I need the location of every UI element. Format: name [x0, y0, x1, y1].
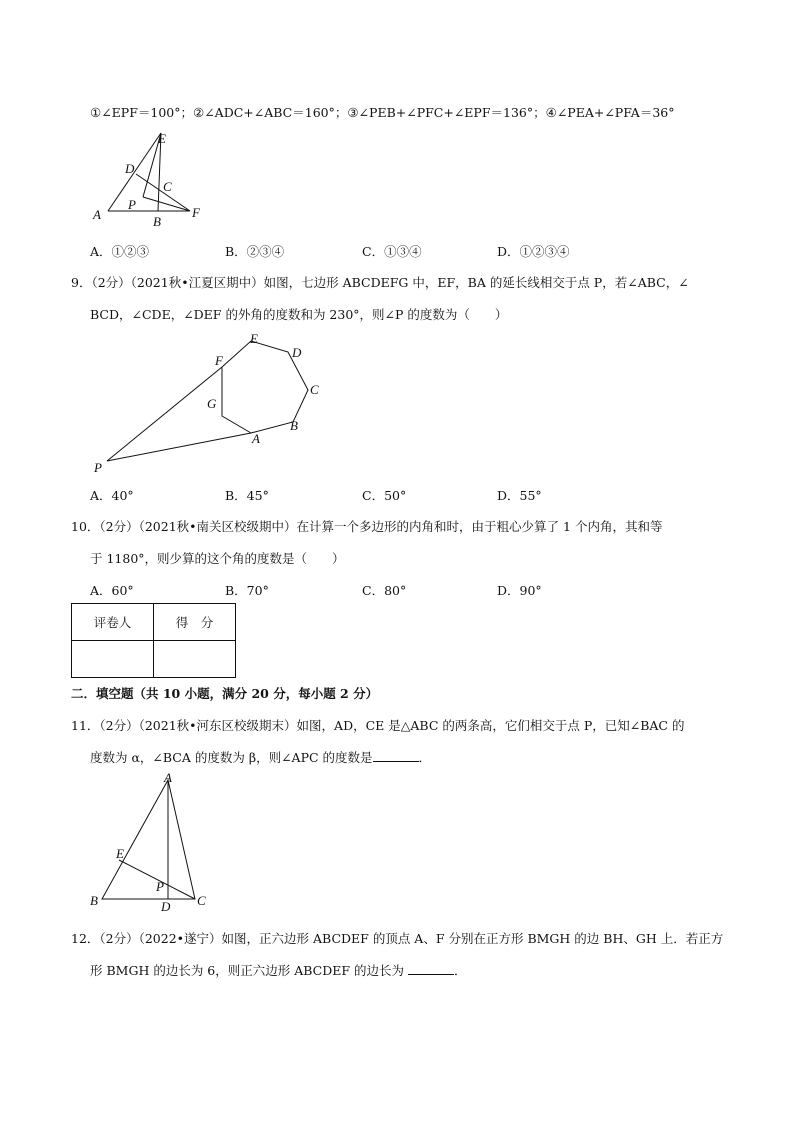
q11-label-p: P: [156, 879, 164, 894]
q9-label-f: F: [215, 353, 223, 368]
q9-label-p: P: [94, 460, 102, 475]
q11-label-c: C: [197, 893, 206, 908]
q9-label-e: E: [250, 331, 258, 346]
q8-option-c[interactable]: C．①③④: [362, 244, 422, 259]
q9-figure: [90, 330, 330, 480]
q11-label-a: A: [164, 770, 172, 785]
q8-option-a[interactable]: A．①②③: [90, 244, 150, 259]
q8-label-p: P: [128, 197, 136, 212]
score-table-grader-cell[interactable]: [72, 641, 154, 678]
q12-text-line2-body: 形 BMGH 的边长为 6，则正六边形 ABCDEF 的边长为: [90, 963, 405, 978]
score-table-grader-header: 评卷人: [72, 604, 154, 641]
q11-text-line2-body: 度数为 α，∠BCA 的度数为 β，则∠APC 的度数是: [90, 750, 373, 765]
q9-label-a: A: [252, 431, 260, 446]
q8-option-d[interactable]: D．①②③④: [497, 244, 570, 259]
q9-label-g: G: [207, 396, 217, 411]
score-table-score-header: 得 分: [154, 604, 236, 641]
q8-option-b[interactable]: B．②③④: [225, 244, 285, 259]
q11-label-b: B: [90, 893, 98, 908]
q9-text-line1: 9．（2分）（2021秋•江夏区期中）如图，七边形 ABCDEFG 中，EF，BA 的延长线相交于点 P，若∠ABC，∠: [71, 275, 689, 290]
q8-label-d: D: [125, 161, 135, 176]
q12-text-line2: [90, 961, 467, 979]
q8-label-a: A: [93, 207, 101, 222]
q8-label-b: B: [153, 214, 161, 229]
score-table: [71, 603, 236, 678]
q11-figure: [88, 772, 218, 912]
q10-option-a[interactable]: A．60°: [90, 583, 134, 598]
q8-label-f: F: [192, 205, 200, 220]
q11-text-line2: [90, 748, 431, 766]
q9-label-c: C: [310, 382, 319, 397]
q12-answer-blank[interactable]: [408, 962, 454, 975]
q9-text-line2: BCD，∠CDE，∠DEF 的外角的度数和为 230°，则∠P 的度数为（ ）: [90, 307, 508, 322]
q10-option-b[interactable]: B．70°: [225, 583, 269, 598]
q9-label-b: B: [290, 418, 298, 433]
q11-text-line2-end: ．: [418, 750, 432, 765]
q8-figure: [88, 128, 218, 228]
q8-label-c: C: [163, 179, 172, 194]
q9-option-b[interactable]: B．45°: [225, 488, 269, 503]
q12-text-line2-end: ．: [454, 963, 467, 978]
q9-option-d[interactable]: D．55°: [497, 488, 542, 503]
section-2-heading: 二．填空题（共 10 小题，满分 20 分，每小题 2 分）: [71, 686, 379, 701]
q8-statements: ①∠EPF＝100°；②∠ADC+∠ABC＝160°；③∠PEB+∠PFC+∠EPF＝136°；④∠PEA+∠PFA＝36°: [90, 105, 675, 120]
score-table-score-cell[interactable]: [154, 641, 236, 678]
q9-option-c[interactable]: C．50°: [362, 488, 407, 503]
q12-text-line1: 12．（2分）（2022•遂宁）如图，正六边形 ABCDEF 的顶点 A、F 分别在正方形 BMGH 的边 BH、GH 上．若正方: [71, 931, 724, 946]
q11-answer-blank[interactable]: [373, 749, 419, 762]
q10-option-c[interactable]: C．80°: [362, 583, 407, 598]
q9-option-a[interactable]: A．40°: [90, 488, 134, 503]
q11-label-e: E: [116, 846, 124, 861]
q8-label-e: E: [158, 131, 166, 146]
q10-option-d[interactable]: D．90°: [497, 583, 542, 598]
q11-label-d: D: [161, 899, 171, 914]
q10-text-line1: 10．（2分）（2021秋•南关区校级期中）在计算一个多边形的内角和时，由于粗心少算了 1 个内角，其和等: [71, 519, 663, 534]
q9-label-d: D: [292, 345, 302, 360]
q11-text-line1: 11．（2分）（2021秋•河东区校级期末）如图，AD，CE 是△ABC 的两条高，它们相交于点 P，已知∠BAC 的: [71, 718, 685, 733]
q10-text-line2: 于 1180°，则少算的这个角的度数是（ ）: [90, 551, 345, 566]
